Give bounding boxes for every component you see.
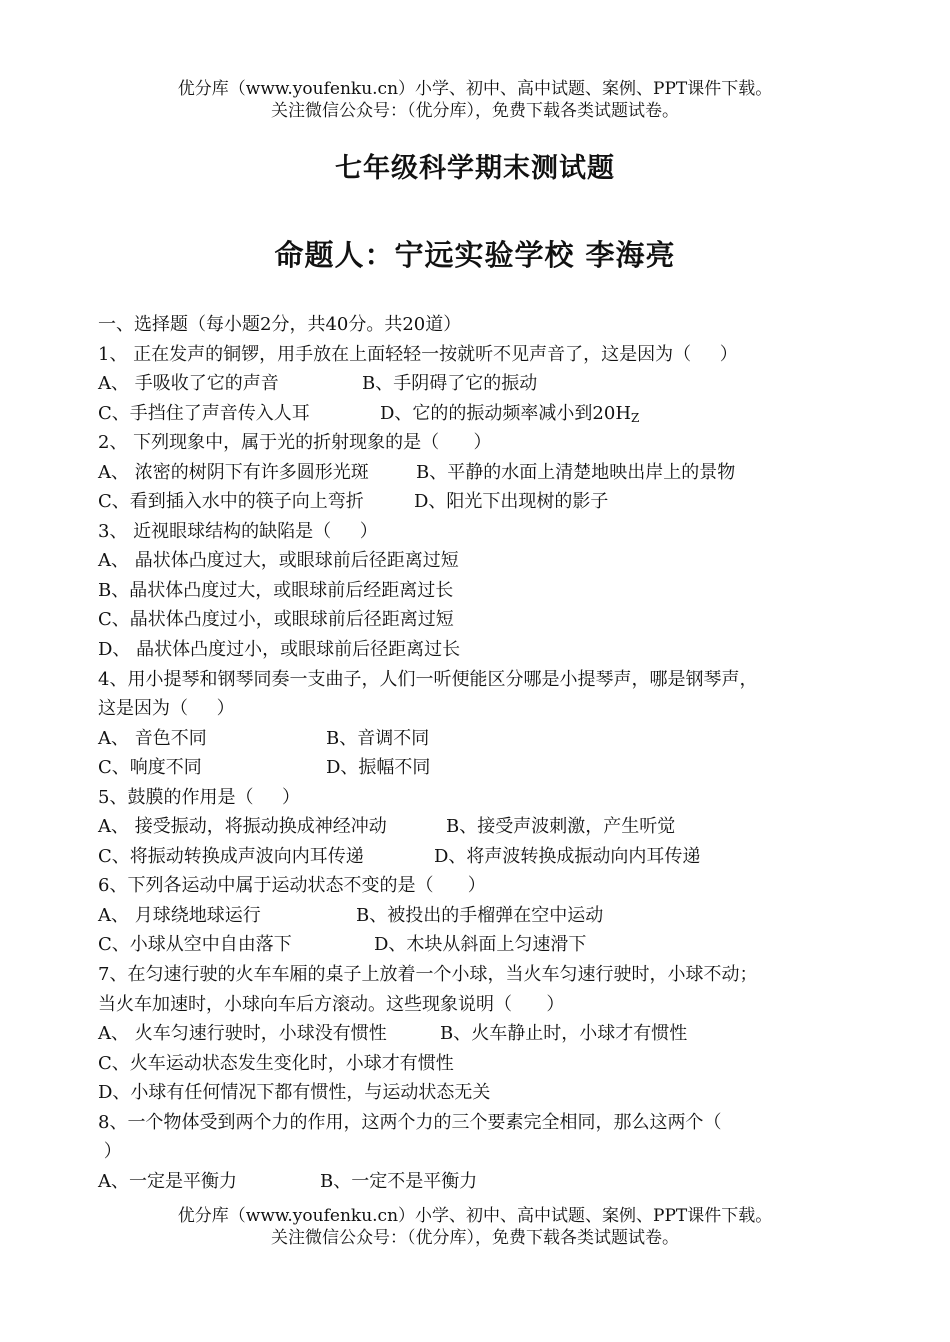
q1-options-ab	[98, 369, 838, 399]
q2-stem: 2、 下列现象中，属于光的折射现象的是（ ）	[98, 432, 492, 454]
q7-option-b: B、火车静止时，小球才有惯性	[440, 1023, 688, 1045]
q4-option-a: A、 音色不同	[98, 727, 207, 749]
q4-stem-line-1: 4、用小提琴和钢琴同奏一支曲子，人们一听便能区分哪是小提琴声，哪是钢琴声，	[98, 668, 758, 690]
page-header	[0, 78, 950, 122]
q5-options-cd	[98, 842, 838, 872]
q6-option-a: A、 月球绕地球运行	[98, 904, 261, 926]
q1-option-d	[380, 399, 639, 429]
q2-option-d: D、阳光下出现树的影子	[414, 491, 609, 513]
q7-stem-line-2: 当火车加速时，小球向车后方滚动。这些现象说明（ ）	[98, 993, 565, 1015]
q1-stem: 1、 正在发声的铜锣，用手放在上面轻轻一按就听不见声音了，这是因为（ ）	[98, 343, 738, 365]
q3-stem: 3、 近视眼球结构的缺陷是（ ）	[98, 520, 378, 542]
q1-option-d-text: D、它的的振动频率减小到20H	[380, 402, 632, 424]
q2-options-cd	[98, 487, 838, 517]
q4-stem-line-2: 这是因为（ ）	[98, 698, 235, 720]
q7-option-d: D、小球有任何情况下都有惯性，与运动状态无关	[98, 1082, 491, 1104]
q4-option-d: D、振幅不同	[326, 757, 431, 779]
q3-option-a: A、 晶状体凸度过大，或眼球前后径距离过短	[98, 550, 459, 572]
section-heading: 一、选择题（每小题2分，共40分。共20道）	[98, 314, 462, 335]
q8-option-b: B、一定不是平衡力	[320, 1170, 478, 1192]
q6-option-b: B、被投出的手榴弹在空中运动	[356, 904, 604, 926]
q5-option-b: B、接受声波刺激，产生听觉	[446, 816, 676, 838]
q5-option-a: A、 接受振动，将振动换成神经冲动	[98, 816, 387, 838]
q7-options-ab	[98, 1019, 838, 1049]
footer-line-1: 优分库（www.youfenku.cn）小学、初中、高中试题、案例、PPT课件下载。	[177, 1206, 773, 1226]
q4-options-ab	[98, 724, 838, 754]
q8-stem-line-2: ）	[98, 1141, 122, 1163]
q4-options-cd	[98, 753, 838, 783]
q1-options-cd	[98, 399, 838, 429]
q6-option-c: C、小球从空中自由落下	[98, 934, 292, 956]
q1-option-b: B、手阴碍了它的振动	[362, 373, 538, 395]
question-list	[98, 310, 838, 1196]
q7-option-a: A、 火车匀速行驶时，小球没有惯性	[98, 1023, 387, 1045]
q4-option-b: B、音调不同	[326, 727, 430, 749]
q2-option-b: B、平静的水面上清楚地映出岸上的景物	[416, 461, 736, 483]
q8-options-ab	[98, 1167, 838, 1197]
q7-stem-line-1: 7、在匀速行驶的火车车厢的桌子上放着一个小球，当火车匀速行驶时，小球不动；	[98, 964, 758, 986]
q3-option-c: C、晶状体凸度过小，或眼球前后径距离过短	[98, 609, 454, 631]
q7-option-c: C、火车运动状态发生变化时，小球才有惯性	[98, 1052, 454, 1074]
q1-option-d-subscript: Z	[631, 410, 640, 425]
q6-stem: 6、下列各运动中属于运动状态不变的是（ ）	[98, 875, 486, 897]
q2-options-ab	[98, 458, 838, 488]
document-author: 命题人：宁远实验学校 李海亮	[274, 238, 676, 272]
q4-option-c: C、响度不同	[98, 757, 202, 779]
q8-option-a: A、一定是平衡力	[98, 1170, 237, 1192]
page-footer	[0, 1205, 950, 1249]
q8-stem-line-1: 8、一个物体受到两个力的作用，这两个力的三个要素完全相同，那么这两个（	[98, 1111, 722, 1133]
footer-line-2: 关注微信公众号：（优分库），免费下载各类试题试卷。	[271, 1228, 679, 1248]
q6-options-ab	[98, 901, 838, 931]
q2-option-c: C、看到插入水中的筷子向上弯折	[98, 491, 364, 513]
q5-option-c: C、将振动转换成声波向内耳传递	[98, 845, 364, 867]
q3-option-b: B、晶状体凸度过大，或眼球前后经距离过长	[98, 579, 454, 601]
document-title: 七年级科学期末测试题	[335, 153, 615, 184]
q1-option-c: C、手挡住了声音传入人耳	[98, 402, 310, 424]
header-line-1: 优分库（www.youfenku.cn）小学、初中、高中试题、案例、PPT课件下载。	[177, 79, 773, 99]
q2-option-a: A、 浓密的树阴下有许多圆形光斑	[98, 461, 369, 483]
q1-option-a: A、 手吸收了它的声音	[98, 373, 279, 395]
q5-options-ab	[98, 812, 838, 842]
header-line-2: 关注微信公众号：（优分库），免费下载各类试题试卷。	[271, 101, 679, 121]
q5-stem: 5、鼓膜的作用是（ ）	[98, 786, 301, 808]
q6-option-d: D、木块从斜面上匀速滑下	[374, 934, 587, 956]
q5-option-d: D、将声波转换成振动向内耳传递	[434, 845, 701, 867]
q6-options-cd	[98, 930, 838, 960]
q3-option-d: D、 晶状体凸度过小，或眼球前后径距离过长	[98, 639, 461, 661]
